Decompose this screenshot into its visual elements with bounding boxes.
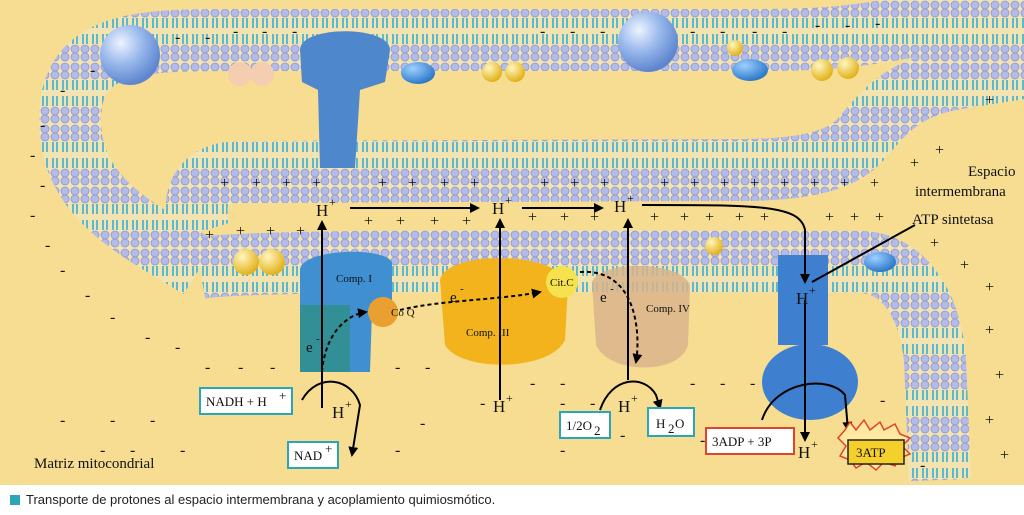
svg-text:-: - [420, 415, 426, 432]
svg-text:3ATP: 3ATP [856, 445, 886, 460]
svg-text:-: - [690, 375, 696, 392]
svg-text:+: + [995, 367, 1005, 384]
svg-text:+: + [1000, 447, 1010, 464]
svg-text:+: + [396, 213, 406, 230]
svg-text:-: - [875, 15, 881, 32]
svg-text:+: + [780, 175, 790, 192]
svg-text:+: + [540, 175, 550, 192]
h-label-8: H [798, 443, 811, 462]
svg-text:2: 2 [668, 421, 675, 436]
svg-text:+: + [985, 279, 995, 296]
svg-text:+: + [720, 175, 730, 192]
matrix-label: Matriz mitocondrial [34, 456, 155, 472]
svg-text:-: - [316, 333, 320, 345]
svg-text:-: - [600, 23, 606, 40]
caption-text: Transporte de protones al espacio intermembrana y acoplamiento quimiosmótico. [26, 492, 496, 507]
svg-text:-: - [175, 29, 181, 46]
svg-text:+: + [312, 175, 322, 192]
svg-text:+: + [590, 209, 600, 226]
comp4-label: Comp. IV [646, 303, 690, 315]
svg-text:-: - [560, 442, 566, 459]
svg-text:-: - [233, 23, 239, 40]
svg-text:-: - [395, 359, 401, 376]
coq-label: Co Q [391, 307, 415, 319]
svg-text:+: + [296, 223, 306, 240]
svg-text:-: - [460, 283, 464, 295]
svg-text:+: + [985, 412, 995, 429]
svg-text:-: - [110, 309, 116, 326]
svg-text:-: - [530, 375, 536, 392]
protein-blue-1 [401, 62, 435, 84]
svg-text:+: + [680, 209, 690, 226]
svg-text:+: + [408, 175, 418, 192]
svg-text:+: + [811, 437, 818, 451]
svg-text:-: - [560, 375, 566, 392]
svg-text:+: + [810, 175, 820, 192]
svg-text:-: - [40, 177, 46, 194]
h-label-5: H [332, 403, 345, 422]
svg-text:3ADP + 3P: 3ADP + 3P [712, 434, 772, 449]
svg-text:-: - [425, 359, 431, 376]
svg-text:1/2O: 1/2O [566, 418, 592, 433]
svg-text:+: + [364, 213, 374, 230]
complex-i-base [300, 305, 350, 372]
svg-text:NAD: NAD [294, 448, 323, 463]
svg-text:-: - [40, 117, 46, 134]
h-label-3: H [614, 197, 627, 216]
svg-text:NADH + H: NADH + H [206, 394, 267, 409]
svg-text:-: - [205, 359, 211, 376]
svg-text:H: H [656, 416, 666, 431]
protein-yellow-2 [505, 62, 525, 82]
space-label-2: intermembrana [915, 184, 1006, 200]
h-label-4: H [796, 289, 809, 308]
svg-text:+: + [825, 209, 835, 226]
svg-text:e: e [450, 290, 457, 306]
protein-yellow-4 [811, 59, 833, 81]
svg-text:e: e [600, 290, 607, 306]
svg-text:-: - [150, 412, 156, 429]
svg-text:-: - [620, 427, 626, 444]
svg-text:+: + [705, 209, 715, 226]
svg-text:-: - [110, 412, 116, 429]
svg-text:+: + [430, 213, 440, 230]
svg-text:+: + [378, 175, 388, 192]
water-box [648, 408, 694, 436]
protein-blue-2 [732, 59, 768, 81]
nadh-box [200, 388, 292, 414]
svg-text:-: - [205, 29, 211, 46]
svg-text:+: + [528, 209, 538, 226]
svg-text:+: + [470, 175, 480, 192]
svg-text:+: + [345, 397, 352, 411]
svg-text:-: - [292, 23, 298, 40]
svg-text:-: - [60, 262, 66, 279]
svg-text:+: + [600, 175, 610, 192]
svg-text:-: - [60, 412, 66, 429]
svg-text:+: + [875, 209, 885, 226]
svg-text:+: + [560, 209, 570, 226]
svg-text:+: + [279, 388, 287, 403]
svg-text:+: + [910, 155, 920, 172]
svg-text:-: - [700, 432, 706, 449]
h-label-1: H [316, 201, 329, 220]
svg-text:-: - [60, 82, 66, 99]
svg-text:+: + [850, 209, 860, 226]
svg-text:-: - [90, 62, 96, 79]
svg-text:-: - [45, 237, 51, 254]
svg-text:+: + [750, 175, 760, 192]
svg-text:-: - [752, 23, 758, 40]
svg-text:-: - [590, 395, 596, 412]
svg-text:+: + [505, 193, 512, 207]
svg-text:-: - [145, 329, 151, 346]
svg-text:+: + [325, 441, 333, 456]
svg-text:+: + [252, 175, 262, 192]
svg-text:+: + [985, 322, 995, 339]
svg-text:+: + [506, 391, 513, 405]
svg-text:-: - [920, 457, 926, 474]
atp-synthase-head [762, 344, 858, 420]
protein-yellow-7 [259, 249, 285, 275]
adp-box [706, 428, 794, 454]
svg-text:-: - [782, 23, 788, 40]
svg-text:-: - [180, 442, 186, 459]
protein-sphere-left [100, 25, 160, 85]
protein-yellow-3 [727, 40, 743, 56]
svg-text:-: - [880, 392, 886, 409]
svg-text:-: - [720, 375, 726, 392]
svg-text:-: - [175, 339, 181, 356]
svg-text:+: + [236, 223, 246, 240]
svg-text:-: - [540, 23, 546, 40]
svg-text:+: + [840, 175, 850, 192]
svg-text:+: + [870, 175, 880, 192]
svg-text:+: + [440, 175, 450, 192]
svg-text:+: + [760, 209, 770, 226]
svg-text:+: + [930, 235, 940, 252]
svg-text:-: - [560, 395, 566, 412]
svg-text:+: + [205, 227, 215, 244]
svg-text:+: + [960, 257, 970, 274]
svg-text:e: e [306, 340, 313, 356]
figure-caption [10, 492, 495, 507]
svg-text:-: - [570, 23, 576, 40]
svg-text:-: - [85, 287, 91, 304]
protein-pink-2 [250, 62, 274, 86]
space-label: Espacio [968, 164, 1016, 180]
protein-yellow-5 [837, 57, 859, 79]
svg-text:-: - [238, 359, 244, 376]
protein-yellow-6 [233, 249, 259, 275]
svg-text:O: O [675, 416, 685, 431]
svg-text:+: + [650, 209, 660, 226]
svg-text:+: + [570, 175, 580, 192]
svg-text:+: + [631, 391, 638, 405]
svg-text:+: + [690, 175, 700, 192]
h-label-2: H [492, 199, 505, 218]
svg-text:-: - [750, 375, 756, 392]
caption-marker-icon [10, 495, 20, 505]
comp1-label: Comp. I [336, 273, 373, 285]
svg-text:-: - [270, 359, 276, 376]
svg-text:+: + [660, 175, 670, 192]
svg-text:-: - [815, 17, 821, 34]
h-label-7: H [618, 397, 631, 416]
protein-yellow-8 [705, 237, 723, 255]
svg-text:2: 2 [594, 423, 601, 438]
nad-box [288, 441, 338, 468]
complex-iv [592, 266, 690, 368]
svg-text:-: - [690, 23, 696, 40]
protein-sphere-right [618, 12, 678, 72]
svg-text:-: - [480, 395, 486, 412]
svg-text:+: + [627, 191, 634, 205]
svg-text:-: - [262, 23, 268, 40]
svg-text:-: - [30, 147, 36, 164]
svg-text:+: + [266, 223, 276, 240]
svg-text:+: + [282, 175, 292, 192]
svg-text:-: - [845, 17, 851, 34]
svg-text:+: + [735, 209, 745, 226]
citc-label: Cit.C [550, 277, 574, 289]
svg-text:+: + [462, 213, 472, 230]
svg-text:+: + [935, 142, 945, 159]
svg-text:-: - [30, 207, 36, 224]
svg-text:-: - [720, 23, 726, 40]
svg-text:-: - [100, 442, 106, 459]
svg-text:-: - [130, 442, 136, 459]
h-label-6: H [493, 397, 506, 416]
svg-text:+: + [329, 195, 336, 209]
oxygen-box [560, 412, 610, 438]
comp3-label: Comp. III [466, 327, 510, 339]
protein-yellow-1 [482, 62, 502, 82]
svg-text:+: + [220, 175, 230, 192]
protein-pink-1 [228, 62, 252, 86]
svg-text:+: + [985, 92, 995, 109]
svg-text:-: - [395, 442, 401, 459]
svg-text:+: + [809, 283, 816, 297]
protein-blue-3 [864, 252, 896, 272]
atp-synthase-label: ATP sintetasa [912, 212, 994, 228]
svg-text:-: - [610, 283, 614, 295]
